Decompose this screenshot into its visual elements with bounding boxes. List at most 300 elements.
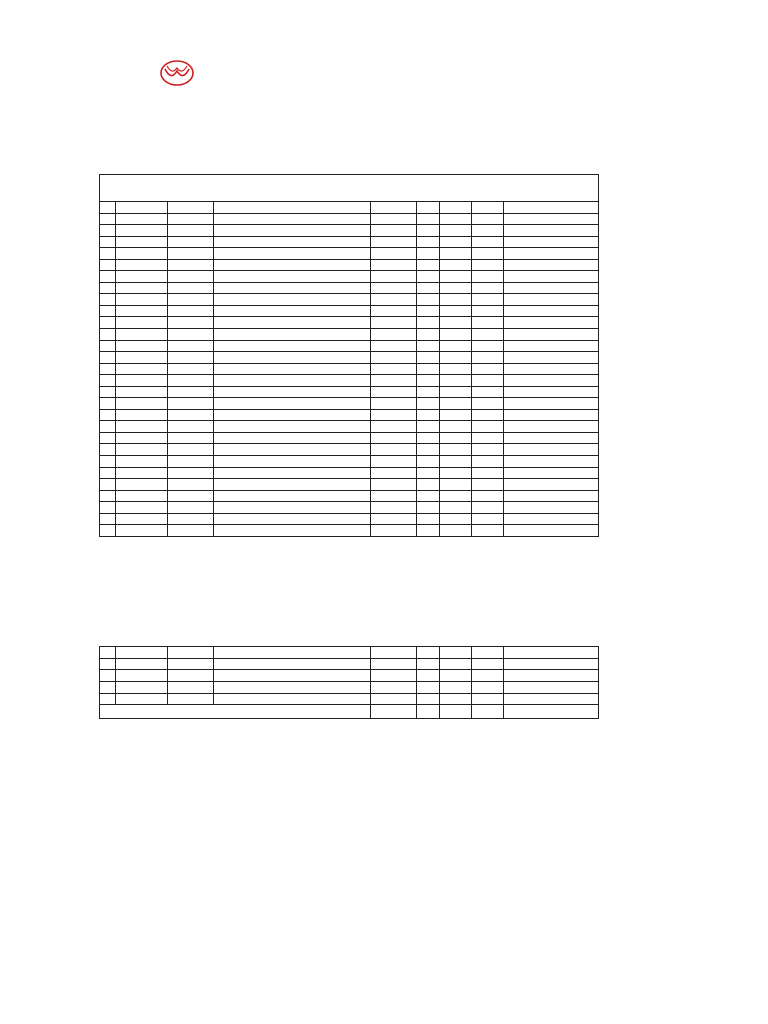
quantity xyxy=(440,421,472,433)
length xyxy=(371,225,417,237)
bundles xyxy=(417,352,440,364)
bundles xyxy=(417,502,440,514)
kg-per-meter xyxy=(472,375,504,387)
drawing-number xyxy=(116,398,168,410)
quantity xyxy=(440,271,472,283)
description xyxy=(214,456,371,468)
description xyxy=(214,340,371,352)
length xyxy=(371,432,417,444)
description xyxy=(214,294,371,306)
description xyxy=(214,317,371,329)
row-number xyxy=(100,490,116,502)
table-row xyxy=(100,456,599,468)
buyer-code xyxy=(168,225,214,237)
drawing-number xyxy=(116,317,168,329)
buyer-code xyxy=(168,658,214,670)
kg-per-meter xyxy=(472,479,504,491)
quantity xyxy=(440,225,472,237)
table-row xyxy=(100,236,599,248)
drawing-number xyxy=(116,658,168,670)
table-row xyxy=(100,386,599,398)
bundles xyxy=(417,248,440,260)
quantity xyxy=(440,490,472,502)
table-row xyxy=(100,479,599,491)
table-row xyxy=(100,409,599,421)
kg-per-meter xyxy=(472,340,504,352)
bundles xyxy=(417,271,440,283)
drawing-number xyxy=(116,213,168,225)
row-number xyxy=(100,305,116,317)
kg-per-meter xyxy=(472,248,504,260)
description xyxy=(214,363,371,375)
quantity xyxy=(440,670,472,682)
weight xyxy=(504,409,599,421)
row-number xyxy=(100,693,116,705)
weight xyxy=(504,525,599,537)
description xyxy=(214,213,371,225)
weight xyxy=(504,271,599,283)
description xyxy=(214,375,371,387)
kg-per-meter xyxy=(472,456,504,468)
drawing-number xyxy=(116,490,168,502)
drawing-number xyxy=(116,352,168,364)
spacer-row xyxy=(100,444,599,456)
buyer-code xyxy=(168,271,214,283)
length xyxy=(371,490,417,502)
buyer-code xyxy=(168,305,214,317)
table-row xyxy=(100,490,599,502)
drawing-number xyxy=(116,282,168,294)
drawing-number xyxy=(116,502,168,514)
weight xyxy=(504,386,599,398)
drawing-number xyxy=(116,432,168,444)
weight xyxy=(504,363,599,375)
cn-header xyxy=(100,175,599,185)
description xyxy=(214,225,371,237)
bundles xyxy=(417,479,440,491)
buyer-code xyxy=(168,432,214,444)
bundles xyxy=(417,456,440,468)
drawing-number xyxy=(116,467,168,479)
packing-table-continued xyxy=(99,646,599,719)
weight xyxy=(504,225,599,237)
bundles xyxy=(417,294,440,306)
drawing-number xyxy=(116,225,168,237)
column-header xyxy=(214,202,371,214)
buyer-code xyxy=(168,421,214,433)
kg-per-meter xyxy=(472,386,504,398)
bundles xyxy=(417,409,440,421)
table-row xyxy=(100,282,599,294)
kg-per-meter xyxy=(472,658,504,670)
table-row xyxy=(100,658,599,670)
weight xyxy=(504,490,599,502)
table-row xyxy=(100,213,599,225)
row-number xyxy=(100,225,116,237)
row-number xyxy=(100,236,116,248)
table-row xyxy=(100,271,599,283)
row-number xyxy=(100,467,116,479)
weight xyxy=(504,647,599,659)
buyer-code xyxy=(168,479,214,491)
length xyxy=(371,525,417,537)
table-row xyxy=(100,248,599,260)
bundles xyxy=(417,490,440,502)
length xyxy=(371,259,417,271)
total-bun xyxy=(417,705,440,719)
length xyxy=(371,502,417,514)
length xyxy=(371,513,417,525)
description xyxy=(214,432,371,444)
quantity xyxy=(440,317,472,329)
weight xyxy=(504,502,599,514)
weight xyxy=(504,398,599,410)
kg-per-meter xyxy=(472,421,504,433)
length xyxy=(371,363,417,375)
description xyxy=(214,352,371,364)
buyer-code xyxy=(168,259,214,271)
bundles xyxy=(417,317,440,329)
bundles xyxy=(417,693,440,705)
description xyxy=(214,271,371,283)
quantity xyxy=(440,432,472,444)
weight xyxy=(504,693,599,705)
description xyxy=(214,248,371,260)
drawing-number xyxy=(116,421,168,433)
weight xyxy=(504,248,599,260)
spacer-row xyxy=(100,681,599,693)
buyer-code xyxy=(168,340,214,352)
buyer-code xyxy=(168,398,214,410)
drawing-number xyxy=(116,670,168,682)
row-number xyxy=(100,456,116,468)
weight xyxy=(504,375,599,387)
column-header xyxy=(168,202,214,214)
row-number xyxy=(100,294,116,306)
description xyxy=(214,658,371,670)
kg-per-meter xyxy=(472,271,504,283)
description xyxy=(214,502,371,514)
column-header xyxy=(116,202,168,214)
drawing-number xyxy=(116,693,168,705)
bundles xyxy=(417,305,440,317)
bundles xyxy=(417,467,440,479)
length xyxy=(371,386,417,398)
drawing-number xyxy=(116,259,168,271)
kg-per-meter xyxy=(472,305,504,317)
column-header xyxy=(371,202,417,214)
length xyxy=(371,305,417,317)
length xyxy=(371,456,417,468)
row-number xyxy=(100,479,116,491)
description xyxy=(214,693,371,705)
quantity xyxy=(440,658,472,670)
weight xyxy=(504,456,599,468)
row-number xyxy=(100,259,116,271)
quantity xyxy=(440,513,472,525)
company-logo-icon xyxy=(159,59,195,87)
length xyxy=(371,340,417,352)
kg-per-meter xyxy=(472,432,504,444)
quantity xyxy=(440,647,472,659)
bundles xyxy=(417,375,440,387)
row-number xyxy=(100,647,116,659)
kg-per-meter xyxy=(472,647,504,659)
description xyxy=(214,409,371,421)
bundles xyxy=(417,363,440,375)
buyer-code xyxy=(168,294,214,306)
kg-per-meter xyxy=(472,259,504,271)
weight xyxy=(504,479,599,491)
weight xyxy=(504,317,599,329)
weight xyxy=(504,305,599,317)
length xyxy=(371,375,417,387)
quantity xyxy=(440,693,472,705)
bundles xyxy=(417,513,440,525)
table-row xyxy=(100,340,599,352)
kg-per-meter xyxy=(472,213,504,225)
quantity xyxy=(440,282,472,294)
buyer-code xyxy=(168,467,214,479)
kg-per-meter xyxy=(472,467,504,479)
drawing-number xyxy=(116,305,168,317)
length xyxy=(371,479,417,491)
row-number xyxy=(100,363,116,375)
buyer-code xyxy=(168,409,214,421)
buyer-code xyxy=(168,670,214,682)
length xyxy=(371,658,417,670)
table-row xyxy=(100,294,599,306)
table-row xyxy=(100,432,599,444)
description xyxy=(214,398,371,410)
table-row xyxy=(100,647,599,659)
drawing-number xyxy=(116,363,168,375)
description xyxy=(214,467,371,479)
row-number xyxy=(100,352,116,364)
drawing-number xyxy=(116,409,168,421)
table-row xyxy=(100,467,599,479)
drawing-number xyxy=(116,248,168,260)
table-row xyxy=(100,421,599,433)
spacer-row xyxy=(100,328,599,340)
length xyxy=(371,317,417,329)
bundles xyxy=(417,236,440,248)
quantity xyxy=(440,525,472,537)
weight xyxy=(504,282,599,294)
bundles xyxy=(417,259,440,271)
column-header xyxy=(417,202,440,214)
description xyxy=(214,259,371,271)
weight xyxy=(504,340,599,352)
drawing-number xyxy=(116,340,168,352)
buyer-code xyxy=(168,647,214,659)
quantity xyxy=(440,456,472,468)
row-number xyxy=(100,421,116,433)
row-number xyxy=(100,525,116,537)
table-row xyxy=(100,525,599,537)
quantity xyxy=(440,213,472,225)
table-row xyxy=(100,693,599,705)
drawing-number xyxy=(116,647,168,659)
column-header xyxy=(504,202,599,214)
quantity xyxy=(440,467,472,479)
description xyxy=(214,670,371,682)
bundles xyxy=(417,386,440,398)
description xyxy=(214,479,371,491)
kg-per-meter xyxy=(472,502,504,514)
weight xyxy=(504,352,599,364)
drawing-number xyxy=(116,513,168,525)
quantity xyxy=(440,352,472,364)
table-row xyxy=(100,352,599,364)
bundles xyxy=(417,658,440,670)
total-qty xyxy=(440,705,472,719)
buyer-code xyxy=(168,502,214,514)
bundles xyxy=(417,213,440,225)
length xyxy=(371,467,417,479)
row-number xyxy=(100,398,116,410)
profile-header xyxy=(100,191,599,202)
table-row xyxy=(100,317,599,329)
length xyxy=(371,421,417,433)
bundles xyxy=(417,670,440,682)
table-row xyxy=(100,225,599,237)
quantity xyxy=(440,479,472,491)
kg-per-meter xyxy=(472,236,504,248)
length xyxy=(371,398,417,410)
row-number xyxy=(100,271,116,283)
quantity xyxy=(440,398,472,410)
table-row xyxy=(100,513,599,525)
kg-per-meter xyxy=(472,525,504,537)
drawing-number xyxy=(116,236,168,248)
weight xyxy=(504,467,599,479)
row-number xyxy=(100,213,116,225)
row-number xyxy=(100,282,116,294)
drawing-number xyxy=(116,294,168,306)
table-row xyxy=(100,502,599,514)
length xyxy=(371,670,417,682)
quantity xyxy=(440,375,472,387)
drawing-number xyxy=(116,479,168,491)
length xyxy=(371,271,417,283)
bundles xyxy=(417,398,440,410)
weight xyxy=(504,658,599,670)
description xyxy=(214,386,371,398)
row-number xyxy=(100,502,116,514)
bundles xyxy=(417,340,440,352)
buyer-code xyxy=(168,213,214,225)
quantity xyxy=(440,409,472,421)
quantity xyxy=(440,340,472,352)
table-row xyxy=(100,305,599,317)
length xyxy=(371,409,417,421)
kg-per-meter xyxy=(472,225,504,237)
weight xyxy=(504,670,599,682)
description xyxy=(214,282,371,294)
column-header xyxy=(100,202,116,214)
buyer-code xyxy=(168,282,214,294)
drawing-number xyxy=(116,271,168,283)
column-header xyxy=(440,202,472,214)
drawing-number xyxy=(116,386,168,398)
weight xyxy=(504,259,599,271)
buyer-code xyxy=(168,236,214,248)
description xyxy=(214,236,371,248)
row-number xyxy=(100,670,116,682)
kg-per-meter xyxy=(472,409,504,421)
length xyxy=(371,294,417,306)
row-number xyxy=(100,658,116,670)
buyer-code xyxy=(168,456,214,468)
packing-table xyxy=(99,174,599,537)
buyer-code xyxy=(168,317,214,329)
kg-per-meter xyxy=(472,363,504,375)
length xyxy=(371,236,417,248)
buyer-code xyxy=(168,248,214,260)
buyer-code xyxy=(168,363,214,375)
total-weight xyxy=(504,705,599,719)
bundles xyxy=(417,421,440,433)
row-number xyxy=(100,248,116,260)
drawing-number xyxy=(116,375,168,387)
description xyxy=(214,525,371,537)
weight xyxy=(504,513,599,525)
quantity xyxy=(440,236,472,248)
quantity xyxy=(440,502,472,514)
row-number xyxy=(100,432,116,444)
row-number xyxy=(100,409,116,421)
kg-per-meter xyxy=(472,317,504,329)
drawing-number xyxy=(116,525,168,537)
buyer-code xyxy=(168,513,214,525)
kg-per-meter xyxy=(472,352,504,364)
length xyxy=(371,282,417,294)
row-number xyxy=(100,513,116,525)
table-row xyxy=(100,363,599,375)
quantity xyxy=(440,248,472,260)
description xyxy=(214,305,371,317)
table-row xyxy=(100,398,599,410)
weight xyxy=(504,421,599,433)
description xyxy=(214,647,371,659)
weight xyxy=(504,432,599,444)
table-row xyxy=(100,375,599,387)
drawing-number xyxy=(116,456,168,468)
quantity xyxy=(440,259,472,271)
kg-per-meter xyxy=(472,398,504,410)
total-label xyxy=(100,705,371,719)
buyer-code xyxy=(168,386,214,398)
length xyxy=(371,647,417,659)
buyer-code xyxy=(168,375,214,387)
length xyxy=(371,248,417,260)
bundles xyxy=(417,525,440,537)
quantity xyxy=(440,305,472,317)
bundles xyxy=(417,647,440,659)
buyer-code xyxy=(168,693,214,705)
length xyxy=(371,352,417,364)
bundles xyxy=(417,225,440,237)
length xyxy=(371,213,417,225)
column-header xyxy=(472,202,504,214)
table-row xyxy=(100,259,599,271)
length xyxy=(371,693,417,705)
buyer-code xyxy=(168,525,214,537)
description xyxy=(214,421,371,433)
bundles xyxy=(417,282,440,294)
bundles xyxy=(417,432,440,444)
